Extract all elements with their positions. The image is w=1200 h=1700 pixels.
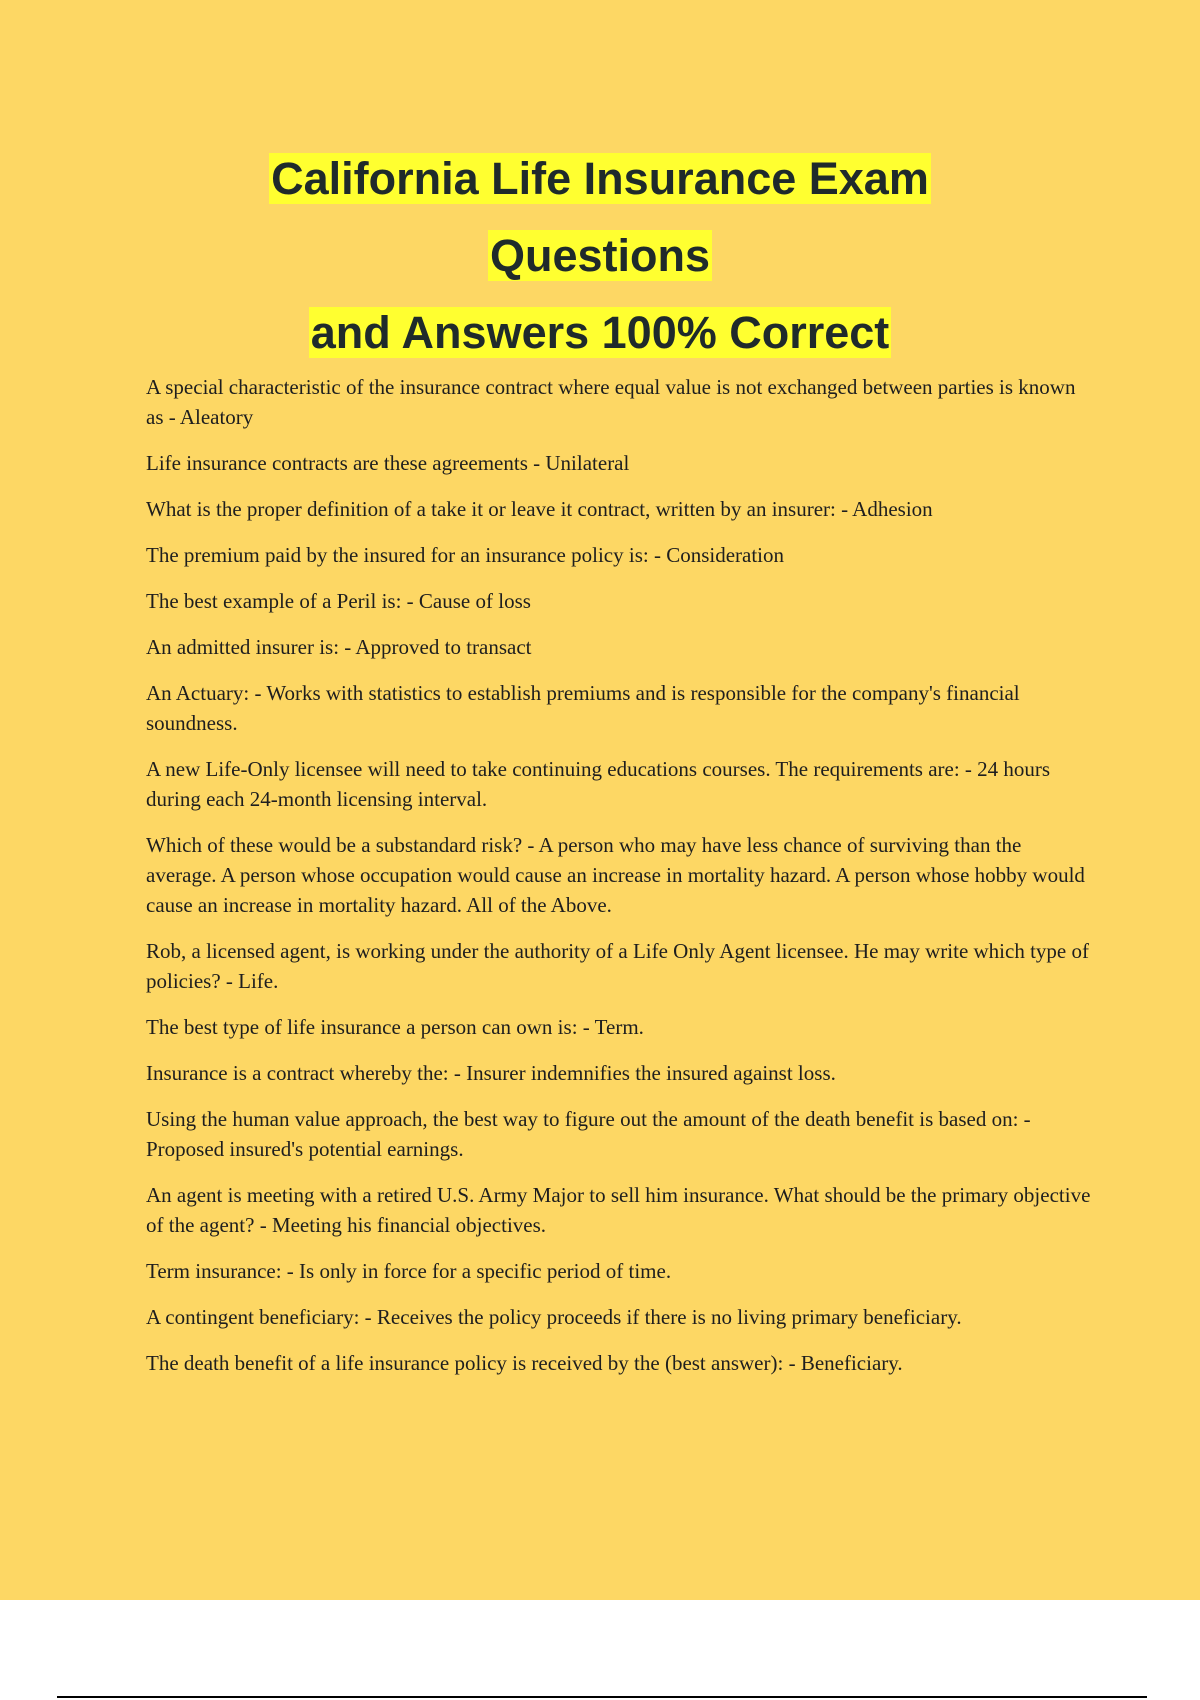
qa-item: Using the human value approach, the best way to figure out the amount of the death benefit is based on: - Proposed insured's potential earnings. (146, 1107, 1031, 1161)
footer-divider (57, 1696, 1147, 1698)
qa-item: A special characteristic of the insurance contract where equal value is not exchanged between parties is known as - Aleatory (146, 375, 1076, 429)
qa-item: The best type of life insurance a person can own is: - Term. (146, 1015, 644, 1039)
title-line-1 (0, 140, 1200, 217)
qa-item: Rob, a licensed agent, is working under the authority of a Life Only Agent licensee. He may write which type of policies? - Life. (146, 939, 1089, 993)
qa-item: The death benefit of a life insurance policy is received by the (best answer): - Beneficiary. (146, 1351, 903, 1375)
qa-item: The premium paid by the insured for an insurance policy is: - Consideration (146, 543, 785, 567)
title-line-2-text: Questions (489, 230, 711, 281)
qa-item: Which of these would be a substandard risk? - A person who may have less chance of surviving than the average. A person whose occupation would cause an increase in mortality hazard. A person whose hobby would cause an increase in mortality hazard. All of the Above. (146, 833, 1085, 917)
title-line-2 (0, 217, 1200, 294)
qa-item: A contingent beneficiary: - Receives the policy proceeds if there is no living primary beneficiary. (146, 1305, 962, 1329)
qa-item: Life insurance contracts are these agreements - Unilateral (146, 451, 630, 475)
qa-item: The best example of a Peril is: - Cause of loss (146, 589, 531, 613)
qa-item: What is the proper definition of a take it or leave it contract, written by an insurer: - Adhesion (146, 497, 933, 521)
qa-item: Insurance is a contract whereby the: - Insurer indemnifies the insured against loss. (146, 1061, 836, 1085)
qa-item: An Actuary: - Works with statistics to establish premiums and is responsible for the company's financial soundness. (146, 681, 1020, 735)
qa-item: A new Life-Only licensee will need to take continuing educations courses. The requirements are: - 24 hours during each 24-month licensing interval. (146, 757, 1051, 811)
qa-item: Term insurance: - Is only in force for a specific period of time. (146, 1259, 672, 1283)
qa-item: An admitted insurer is: - Approved to transact (146, 635, 532, 659)
document-title (0, 140, 1200, 371)
title-line-3 (0, 294, 1200, 371)
title-line-3-text: and Answers 100% Correct (310, 307, 890, 358)
title-line-1-text: California Life Insurance Exam (271, 153, 929, 204)
qa-item: An agent is meeting with a retired U.S. Army Major to sell him insurance. What should be the primary objective of the agent? - Meeting his financial objectives. (146, 1183, 1091, 1237)
qa-list (146, 372, 1096, 1394)
